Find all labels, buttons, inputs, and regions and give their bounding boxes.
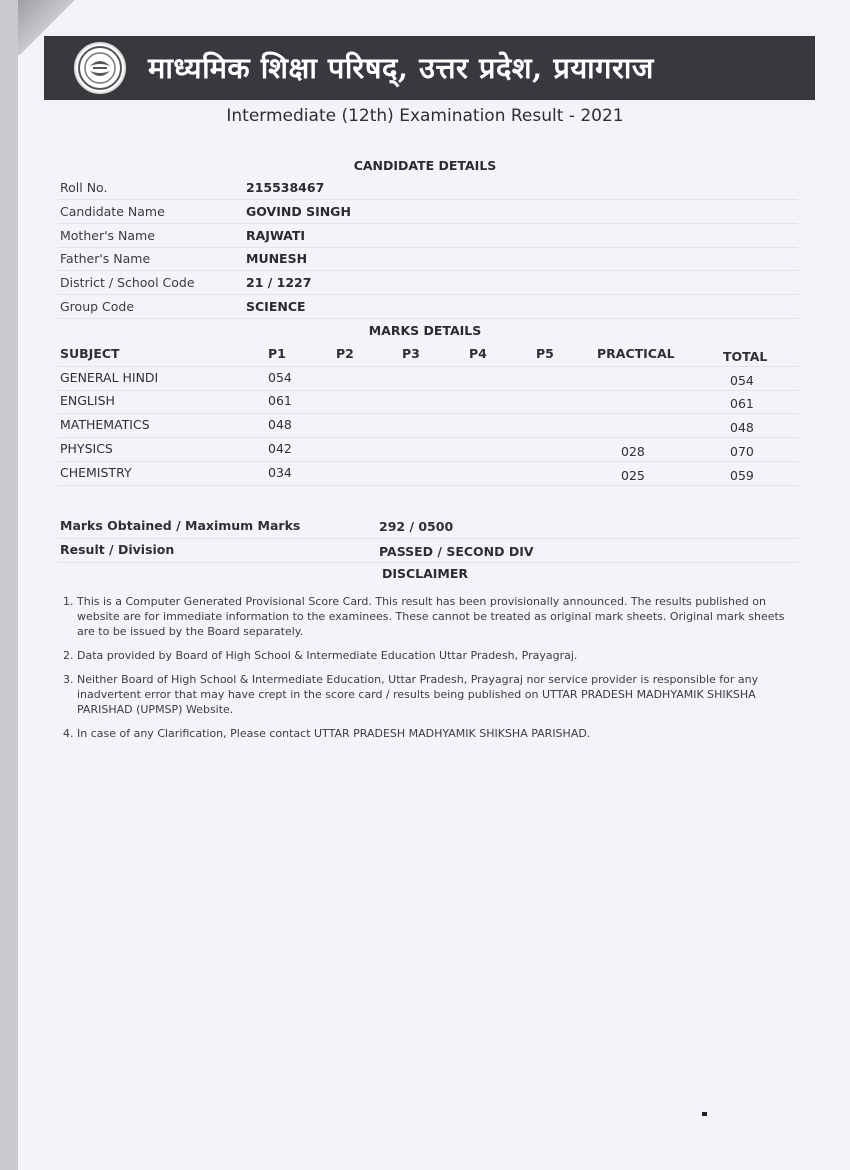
field-label: Candidate Name	[60, 204, 165, 219]
field-value: MUNESH	[246, 251, 308, 266]
marks-row	[58, 437, 798, 462]
marks-obtained-value: 292 / 0500	[379, 519, 454, 534]
result-value: PASSED / SECOND DIV	[379, 544, 534, 559]
col-header-practical: PRACTICAL	[597, 346, 675, 361]
p1-marks: 048	[268, 417, 292, 432]
field-label: Father's Name	[60, 251, 151, 266]
total-marks: 059	[730, 468, 754, 483]
practical-marks: 028	[621, 444, 645, 459]
field-label: Mother's Name	[60, 228, 155, 243]
disclaimer-item: 1. This is a Computer Generated Provisional Score Card. This result has been provisionally announced. The results published on website are for immediate information to the examinees. These cannot be treated as original mark sheets. Original mark sheets are to be issued by the Board separately.	[77, 594, 790, 639]
subject-name: ENGLISH	[60, 393, 115, 408]
total-marks: 061	[730, 396, 754, 411]
field-label: District / School Code	[60, 275, 195, 290]
exam-title: Intermediate (12th) Examination Result - 2021	[226, 106, 624, 126]
marks-obtained-label: Marks Obtained / Maximum Marks	[60, 518, 301, 533]
subject-name: CHEMISTRY	[60, 465, 132, 480]
board-header	[44, 36, 815, 100]
practical-marks: 025	[621, 468, 645, 483]
col-header-p1: P1	[268, 346, 286, 361]
disclaimer-heading: DISCLAIMER	[381, 566, 469, 581]
field-value: GOVIND SINGH	[246, 204, 351, 219]
col-header-total: TOTAL	[723, 349, 768, 364]
marks-row	[58, 389, 798, 414]
candidate-row-name	[58, 200, 798, 224]
p1-marks: 034	[268, 465, 292, 480]
subject-name: PHYSICS	[60, 441, 113, 456]
candidate-row-group	[58, 295, 798, 319]
candidate-details-heading: CANDIDATE DETAILS	[353, 158, 497, 173]
col-header-subject: SUBJECT	[60, 346, 120, 361]
disclaimer-item: 3. Neither Board of High School & Intermediate Education, Uttar Pradesh, Prayagraj nor service provider is responsible for any inadvertent error that may have crept in the score card / results being published on UTTAR PRADESH MADHYAMIK SHIKSHA PARISHAD (UPMSP) Website.	[77, 672, 790, 717]
field-value: SCIENCE	[246, 299, 306, 314]
result-row	[58, 538, 798, 563]
result-label: Result / Division	[60, 542, 175, 557]
field-label: Group Code	[60, 299, 135, 314]
total-marks: 048	[730, 420, 754, 435]
p1-marks: 054	[268, 370, 292, 385]
total-marks: 070	[730, 444, 754, 459]
marks-row	[58, 413, 798, 438]
marks-details-heading: MARKS DETAILS	[368, 323, 482, 338]
board-name: माध्यमिक शिक्षा परिषद्, उत्तर प्रदेश, प्रयागराज	[148, 51, 654, 85]
subject-name: MATHEMATICS	[60, 417, 150, 432]
marks-row	[58, 461, 798, 486]
marks-summary-row	[58, 514, 798, 539]
candidate-row-mother	[58, 224, 798, 248]
candidate-row-roll	[58, 176, 798, 200]
p1-marks: 042	[268, 441, 292, 456]
field-value: 215538467	[246, 180, 325, 195]
marks-header-row	[58, 342, 798, 367]
ink-mark	[702, 1112, 707, 1116]
disclaimer-item: 2. Data provided by Board of High School & Intermediate Education Uttar Pradesh, Prayagraj.	[77, 648, 790, 663]
field-value: 21 / 1227	[246, 275, 312, 290]
candidate-row-district	[58, 271, 798, 295]
col-header-p2: P2	[336, 346, 354, 361]
disclaimer-list	[60, 594, 790, 750]
field-value: RAJWATI	[246, 228, 306, 243]
candidate-row-father	[58, 247, 798, 271]
col-header-p5: P5	[536, 346, 554, 361]
up-government-emblem-icon	[74, 42, 126, 94]
disclaimer-item: 4. In case of any Clarification, Please contact UTTAR PRADESH MADHYAMIK SHIKSHA PARISHAD.	[77, 726, 790, 741]
col-header-p3: P3	[402, 346, 420, 361]
total-marks: 054	[730, 373, 754, 388]
field-label: Roll No.	[60, 180, 108, 195]
p1-marks: 061	[268, 393, 292, 408]
marks-row	[58, 366, 798, 391]
col-header-p4: P4	[469, 346, 487, 361]
subject-name: GENERAL HINDI	[60, 370, 159, 385]
